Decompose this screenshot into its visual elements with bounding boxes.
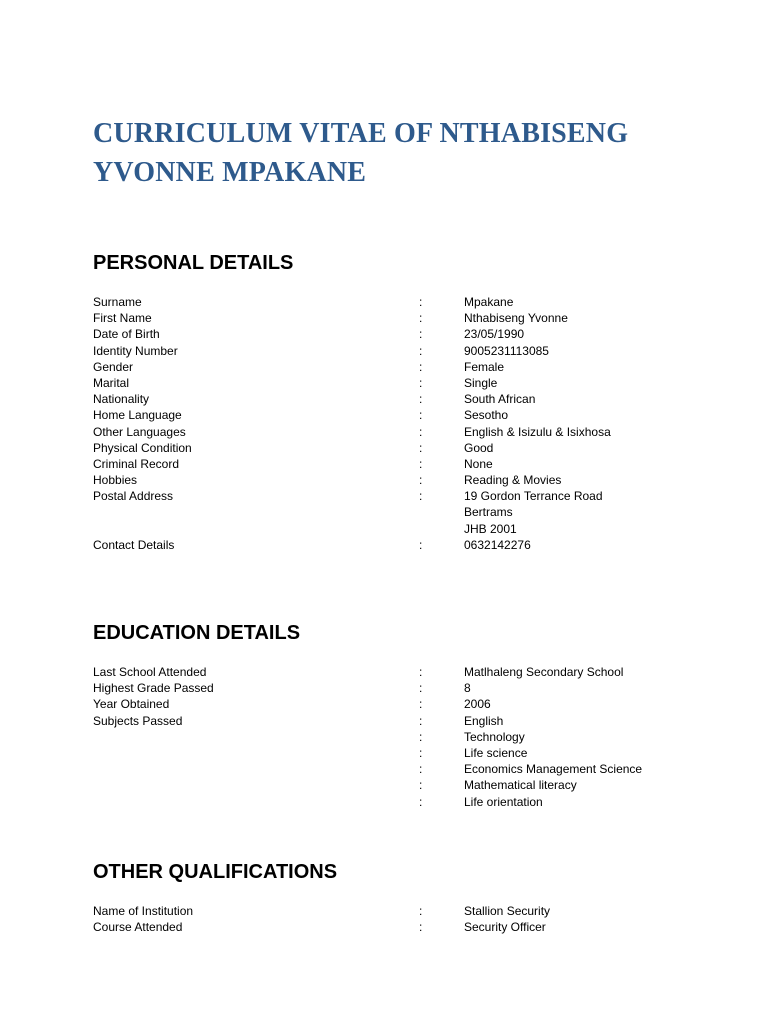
detail-label: Contact Details [93,537,175,552]
detail-row [93,664,713,680]
detail-row [93,504,713,520]
detail-row [93,407,713,423]
detail-colon: : [419,440,423,455]
detail-colon: : [419,327,423,342]
detail-value: 0632142276 [464,537,531,552]
detail-colon: : [419,665,423,679]
detail-label: Gender [93,359,134,374]
detail-label: Other Languages [93,424,186,439]
detail-row [93,680,713,696]
detail-label: Year Obtained [93,697,170,712]
detail-row [93,696,713,712]
detail-row [93,729,713,745]
personal-details-heading: PERSONAL DETAILS [93,252,294,274]
education-details-list [93,664,713,810]
other-qualifications-list [93,903,713,935]
detail-colon: : [419,697,423,712]
detail-value: Life orientation [464,794,543,809]
document-title: CURRICULUM VITAE OF NTHABISENG YVONNE MPAKANE [93,118,629,188]
detail-label: Postal Address [93,489,174,504]
detail-colon: : [419,359,423,374]
detail-value: Reading & Movies [464,473,562,488]
detail-row [93,761,713,777]
detail-value: English [464,713,504,728]
detail-value: Mpakane [464,295,514,309]
detail-row [93,745,713,761]
detail-value: Mathematical literacy [464,778,577,793]
detail-row [93,310,713,326]
detail-value: Matlhaleng Secondary School [464,665,624,679]
detail-value: 9005231113085 [464,343,549,358]
education-details-heading: EDUCATION DETAILS [93,622,301,644]
detail-row [93,521,713,537]
detail-label: Physical Condition [93,440,192,455]
detail-value: Bertrams [464,505,513,520]
personal-details-list [93,294,713,553]
other-qualifications-heading: OTHER QUALIFICATIONS [93,861,338,883]
detail-row [93,440,713,456]
detail-label: Identity Number [93,343,178,358]
detail-colon: : [419,681,423,696]
detail-value: Security Officer [464,920,546,935]
detail-colon: : [419,392,423,407]
detail-colon: : [419,375,423,390]
detail-value: South African [464,392,536,407]
detail-row [93,343,713,359]
detail-value: Good [464,440,494,455]
detail-value: 19 Gordon Terrance Road [464,489,603,504]
detail-value: JHB 2001 [464,521,517,536]
detail-row [93,359,713,375]
detail-value: Female [464,359,505,374]
detail-colon: : [419,473,423,488]
detail-row [93,713,713,729]
detail-label: Marital [93,375,130,390]
detail-row [93,424,713,440]
detail-row [93,391,713,407]
detail-colon: : [419,745,423,760]
detail-label: Last School Attended [93,665,207,679]
detail-label: Highest Grade Passed [93,681,214,696]
detail-row [93,537,713,553]
detail-value: 8 [464,681,471,696]
detail-value: Sesotho [464,408,509,423]
detail-colon: : [419,489,423,504]
detail-colon: : [419,713,423,728]
detail-colon: : [419,778,423,793]
detail-label: First Name [93,311,152,326]
detail-colon: : [419,295,423,309]
detail-row [93,903,713,919]
detail-colon: : [419,408,423,423]
detail-value: Stallion Security [464,904,551,918]
detail-row [93,456,713,472]
detail-value: Technology [464,729,525,744]
personal-details-section [93,251,713,553]
detail-value: Single [464,375,498,390]
detail-value: English & Isizulu & Isixhosa [464,424,611,439]
detail-value: 2006 [464,697,491,712]
detail-colon: : [419,729,423,744]
education-details-section [93,621,713,810]
detail-label: Home Language [93,408,182,423]
detail-label: Nationality [93,392,150,407]
detail-row [93,472,713,488]
detail-colon: : [419,424,423,439]
detail-value: None [464,456,493,471]
detail-colon: : [419,456,423,471]
detail-row [93,294,713,310]
detail-colon: : [419,343,423,358]
detail-label: Course Attended [93,920,183,935]
detail-label: Date of Birth [93,327,160,342]
detail-label: Name of Institution [93,904,194,918]
detail-value: Nthabiseng Yvonne [464,311,568,326]
detail-row [93,919,713,935]
detail-label: Subjects Passed [93,713,183,728]
detail-value: Life science [464,745,528,760]
detail-colon: : [419,311,423,326]
detail-colon: : [419,794,423,809]
detail-row [93,326,713,342]
detail-row [93,375,713,391]
detail-label: Hobbies [93,473,138,488]
detail-label: Criminal Record [93,456,180,471]
detail-colon: : [419,762,423,777]
detail-value: Economics Management Science [464,762,643,777]
detail-label: Surname [93,295,142,309]
detail-row [93,794,713,810]
other-qualifications-section [93,860,713,935]
detail-row [93,777,713,793]
detail-row [93,488,713,504]
detail-value: 23/05/1990 [464,327,525,342]
detail-colon: : [419,904,423,918]
detail-colon: : [419,920,423,935]
detail-colon: : [419,537,423,552]
